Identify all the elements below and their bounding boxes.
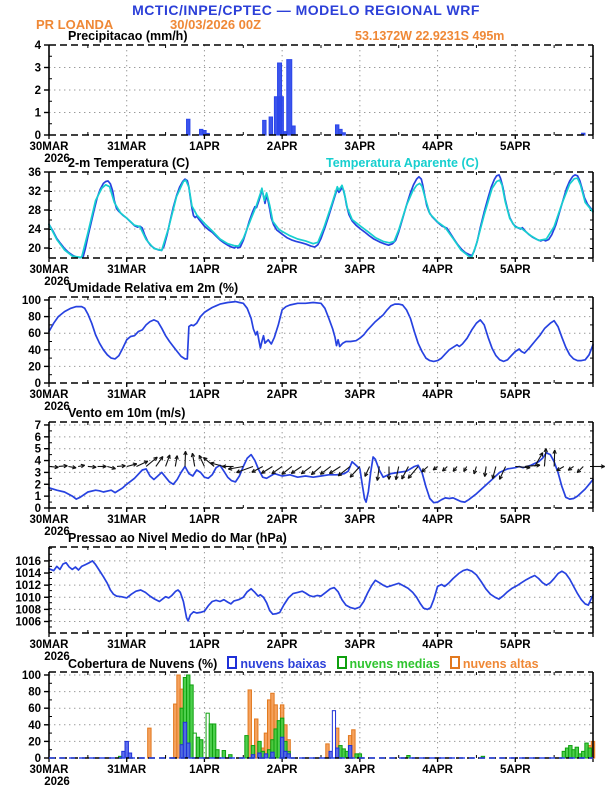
svg-text:36: 36 — [28, 167, 41, 179]
svg-text:2: 2 — [34, 479, 41, 492]
svg-text:3APR: 3APR — [344, 141, 376, 153]
svg-text:1APR: 1APR — [189, 639, 220, 651]
svg-text:2026: 2026 — [44, 651, 70, 663]
svg-text:3: 3 — [34, 467, 41, 480]
svg-text:0: 0 — [34, 378, 41, 390]
svg-text:20: 20 — [28, 361, 41, 374]
svg-text:2026: 2026 — [44, 401, 70, 413]
svg-text:30MAR: 30MAR — [29, 264, 69, 276]
svg-text:1012: 1012 — [15, 580, 41, 593]
svg-text:2026: 2026 — [44, 776, 70, 788]
run-datetime: 30/03/2026 00Z — [170, 17, 262, 32]
svg-text:3APR: 3APR — [344, 264, 376, 276]
cloud-cover-title: Cobertura de Nuvens (%) — [68, 657, 218, 671]
svg-text:3APR: 3APR — [344, 764, 376, 776]
svg-text:1APR: 1APR — [189, 141, 220, 153]
svg-text:3APR: 3APR — [344, 639, 376, 651]
svg-text:2APR: 2APR — [266, 639, 298, 651]
svg-text:30MAR: 30MAR — [29, 389, 69, 401]
svg-text:1: 1 — [34, 491, 41, 504]
svg-text:1006: 1006 — [15, 616, 41, 629]
svg-text:20: 20 — [28, 736, 41, 749]
svg-text:0: 0 — [34, 503, 41, 515]
svg-text:5: 5 — [34, 443, 41, 456]
svg-text:30MAR: 30MAR — [29, 141, 69, 153]
svg-text:60: 60 — [28, 703, 41, 716]
humidity-title: Umidade Relativa em 2m (%) — [68, 281, 239, 295]
svg-text:3APR: 3APR — [344, 389, 376, 401]
svg-text:2APR: 2APR — [266, 264, 298, 276]
svg-text:5APR: 5APR — [499, 264, 531, 276]
temperature-title: 2-m Temperatura (C) — [68, 156, 190, 170]
low-clouds-label: nuvens baixas — [240, 657, 327, 671]
svg-text:30MAR: 30MAR — [29, 764, 69, 776]
svg-text:4APR: 4APR — [422, 264, 453, 276]
svg-text:1: 1 — [34, 107, 41, 120]
mid-clouds-label: nuvens medias — [349, 657, 440, 671]
station-coordinates: 53.1372W 22.9231S 495m — [355, 29, 505, 43]
svg-text:5APR: 5APR — [499, 389, 531, 401]
station-name: PR LOANDA — [36, 17, 114, 32]
svg-text:24: 24 — [28, 224, 41, 237]
svg-text:4: 4 — [34, 40, 41, 52]
svg-text:2APR: 2APR — [266, 514, 298, 526]
high-clouds-label: nuvens altas — [462, 657, 539, 671]
svg-text:1APR: 1APR — [189, 264, 220, 276]
svg-text:20: 20 — [28, 243, 41, 256]
svg-text:32: 32 — [28, 186, 41, 199]
svg-text:30MAR: 30MAR — [29, 639, 69, 651]
svg-text:2026: 2026 — [44, 276, 70, 288]
svg-text:1010: 1010 — [15, 592, 41, 605]
svg-text:5APR: 5APR — [499, 764, 531, 776]
svg-text:60: 60 — [28, 328, 41, 341]
svg-text:1016: 1016 — [15, 555, 41, 568]
svg-text:2026: 2026 — [44, 153, 70, 165]
svg-text:100: 100 — [21, 294, 41, 307]
svg-text:1APR: 1APR — [189, 389, 220, 401]
svg-text:31MAR: 31MAR — [107, 141, 147, 153]
apparent-temperature-legend: Temperatura Aparente (C) — [326, 156, 479, 170]
precipitation-title: Precipitacao (mm/h) — [68, 29, 188, 43]
svg-text:4APR: 4APR — [422, 764, 453, 776]
svg-text:1APR: 1APR — [189, 764, 220, 776]
svg-text:4APR: 4APR — [422, 639, 453, 651]
svg-text:31MAR: 31MAR — [107, 514, 147, 526]
svg-text:31MAR: 31MAR — [107, 639, 147, 651]
wind-title: Vento em 10m (m/s) — [68, 406, 186, 420]
svg-text:7: 7 — [34, 419, 41, 432]
svg-text:80: 80 — [28, 311, 41, 324]
svg-text:4APR: 4APR — [422, 514, 453, 526]
svg-text:4APR: 4APR — [422, 141, 453, 153]
svg-text:2: 2 — [34, 85, 41, 97]
svg-text:1014: 1014 — [15, 568, 41, 581]
svg-text:1APR: 1APR — [189, 514, 220, 526]
svg-text:28: 28 — [28, 205, 41, 218]
svg-text:100: 100 — [21, 669, 41, 682]
svg-text:2APR: 2APR — [266, 141, 298, 153]
svg-text:0: 0 — [34, 753, 41, 765]
svg-text:0: 0 — [34, 130, 41, 142]
model-title: MCTIC/INPE/CPTEC — MODELO REGIONAL WRF — [132, 2, 480, 18]
svg-text:2026: 2026 — [44, 526, 70, 538]
svg-text:30MAR: 30MAR — [29, 514, 69, 526]
svg-text:1008: 1008 — [15, 604, 41, 617]
svg-text:4APR: 4APR — [422, 389, 453, 401]
svg-text:80: 80 — [28, 686, 41, 699]
svg-text:6: 6 — [34, 431, 41, 444]
svg-text:2APR: 2APR — [266, 764, 298, 776]
svg-text:40: 40 — [28, 719, 41, 732]
svg-text:31MAR: 31MAR — [107, 389, 147, 401]
svg-text:3: 3 — [34, 62, 41, 75]
svg-text:31MAR: 31MAR — [107, 764, 147, 776]
svg-text:40: 40 — [28, 344, 41, 357]
svg-text:5APR: 5APR — [499, 639, 531, 651]
svg-text:2APR: 2APR — [266, 389, 298, 401]
svg-text:31MAR: 31MAR — [107, 264, 147, 276]
svg-text:5APR: 5APR — [499, 514, 531, 526]
pressure-title: Pressao ao Nivel Medio do Mar (hPa) — [68, 531, 287, 545]
svg-text:4: 4 — [34, 455, 41, 468]
svg-text:3APR: 3APR — [344, 514, 376, 526]
svg-text:5APR: 5APR — [499, 141, 531, 153]
